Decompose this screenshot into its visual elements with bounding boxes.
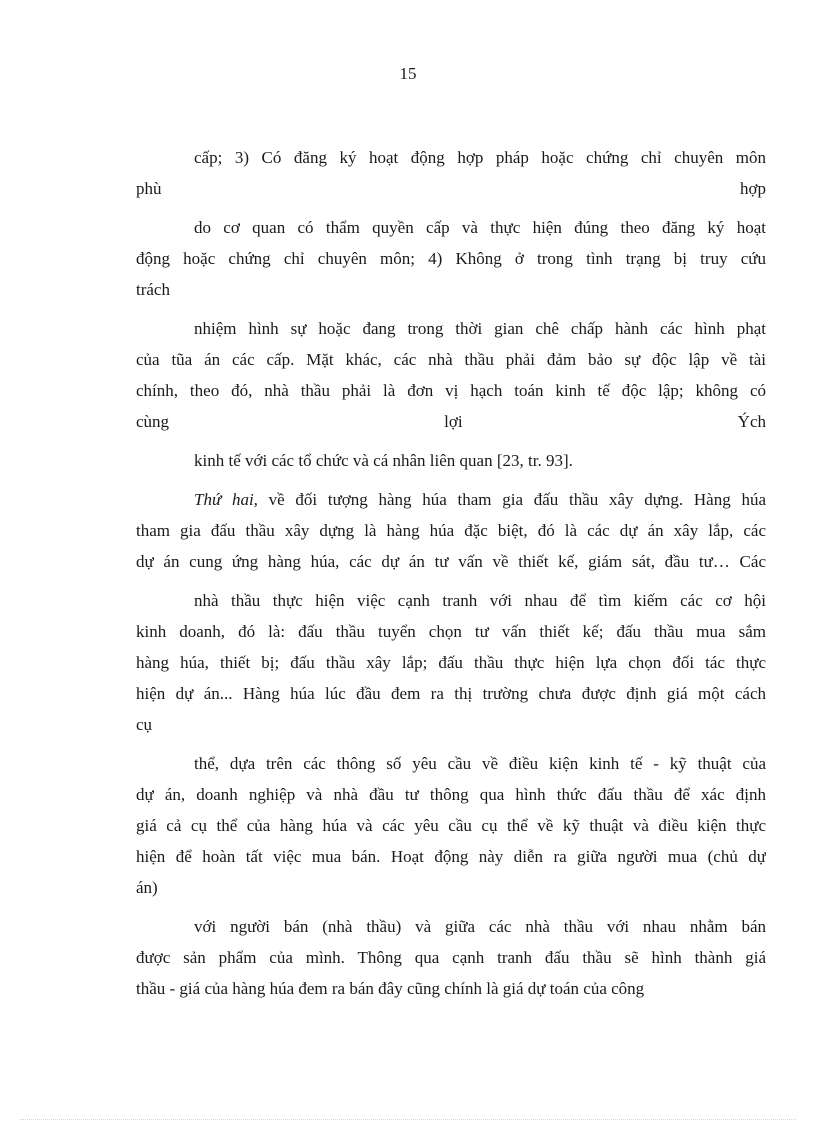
text-line: chính, theo đó, nhà thầu phải là đơn vị hạch toán kinh tế độc lập; không có	[136, 381, 766, 400]
text-line: dự án cung ứng hàng húa, các dự án tư vấn về thiết kế, giám sát, đầu tư… Các	[136, 552, 766, 571]
text-line: giá cả cụ thể của hàng húa và các yêu cầu cụ thể về kỹ thuật và điều kiện thực	[136, 816, 766, 835]
text-line: cấp; 3) Có đăng ký hoạt động hợp pháp hoặc chứng chỉ chuyên môn	[194, 148, 766, 167]
text-line: nhà thầu thực hiện việc cạnh tranh với nhau để tìm kiếm các cơ hội	[194, 591, 766, 610]
footer-rule	[20, 1119, 796, 1120]
text-line	[136, 484, 766, 515]
emphasis-text: Thứ hai,	[194, 490, 258, 509]
text-line: của tũa án các cấp. Mặt khác, các nhà thầu phải đảm bảo sự độc lập về tài	[136, 350, 766, 369]
text-line: cùng lợi Ých	[136, 412, 766, 431]
text-line: do cơ quan có thẩm quyền cấp và thực hiện đúng theo đăng ký hoạt	[194, 218, 766, 237]
text-line: kinh doanh, đó là: đấu thầu tuyển chọn tư vấn thiết kế; đấu thầu mua sắm	[136, 622, 766, 641]
text-line: với người bán (nhà thầu) và giữa các nhà thầu với nhau nhằm bán	[194, 917, 766, 936]
text-line: hàng húa, thiết bị; đấu thầu xây lắp; đấu thầu thực hiện lựa chọn đối tác thực	[136, 653, 766, 672]
text-line: hiện để hoàn tất việc mua bán. Hoạt động này diễn ra giữa người mua (chủ dự	[136, 847, 766, 866]
text-line: kinh tế với các tổ chức và cá nhân liên quan [23, tr. 93].	[194, 451, 573, 470]
text-line: án)	[136, 878, 158, 897]
text-line: thể, dựa trên các thông số yêu cầu về điều kiện kinh tế - kỹ thuật của	[194, 754, 766, 773]
text-line: dự án, doanh nghiệp và nhà đầu tư thông qua hình thức đấu thầu để xác định	[136, 785, 766, 804]
text-line: nhiệm hình sự hoặc đang trong thời gian chê chấp hành các hình phạt	[194, 319, 766, 338]
text-line: phù hợp	[136, 179, 766, 198]
text-line: hiện dự án... Hàng húa lúc đầu đem ra thị trường chưa được định giá một cách	[136, 684, 766, 703]
body-text	[136, 142, 766, 1004]
page-number: 15	[399, 64, 417, 83]
text-line: được sản phẩm của mình. Thông qua cạnh tranh đấu thầu sẽ hình thành giá	[136, 948, 766, 967]
text-line: tham gia đấu thầu xây dựng là hàng húa đặc biệt, đó là các dự án xây lắp, các	[136, 521, 766, 540]
text-line: thầu - giá của hàng húa đem ra bán đây cũng chính là giá dự toán của công	[136, 979, 645, 998]
text-line: trách	[136, 280, 170, 299]
text-line-rest: về đối tượng hàng húa tham gia đấu thầu xây dựng. Hàng húa	[268, 490, 766, 509]
text-line: động hoặc chứng chỉ chuyên môn; 4) Không ở trong tình trạng bị truy cứu	[136, 249, 766, 268]
text-line: cụ	[136, 715, 153, 734]
